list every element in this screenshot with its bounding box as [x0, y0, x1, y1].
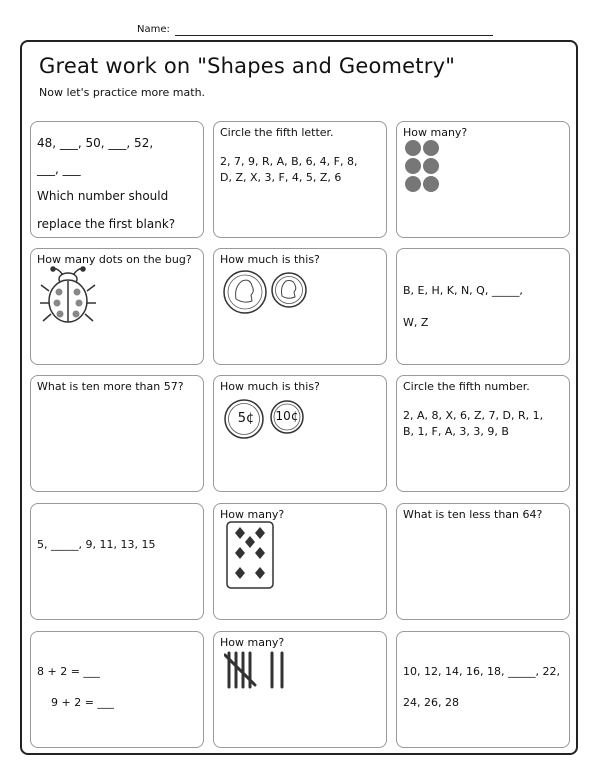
- problem-cell-13: 8 + 2 = ___ 9 + 2 = ___: [30, 631, 204, 748]
- nickel-icon: [272, 273, 306, 307]
- question-text: How many dots on the bug?: [37, 253, 192, 266]
- question-text: How many?: [403, 126, 468, 139]
- problem-cell-1: 48, ___, 50, ___, 52, ___, ___ Which number should replace the first blank?: [30, 121, 204, 238]
- nickel-value-label: 5¢: [237, 411, 255, 426]
- problem-cell-14: [213, 631, 387, 748]
- question-text: Circle the fifth letter.: [220, 126, 334, 139]
- problem-cell-7: [30, 375, 204, 492]
- question-text: How many?: [220, 508, 285, 521]
- problem-cell-9: Circle the fifth number. 2, A, 8, X, 6, Z, 7, D, R, 1, B, 1, F, A, 3, 3, 9, B: [396, 375, 570, 492]
- dots-group-icon: [403, 138, 443, 198]
- problem-cell-11: [213, 503, 387, 620]
- question-text: How much is this?: [220, 380, 320, 393]
- problem-cell-12: [396, 503, 570, 620]
- tally-marks-icon: [224, 650, 294, 690]
- question-text: What is ten less than 64?: [403, 508, 543, 521]
- problem-cell-8: [213, 375, 387, 492]
- question-text: How many?: [220, 636, 285, 649]
- question-text: How much is this?: [220, 253, 320, 266]
- quarter-icon: [224, 271, 266, 313]
- problem-cell-4: [30, 248, 204, 365]
- problem-cell-2: Circle the fifth letter. 2, 7, 9, R, A, B, 6, 4, F, 8, D, Z, X, 3, F, 4, 5, Z, 6: [213, 121, 387, 238]
- question-text: Circle the fifth number.: [403, 380, 530, 393]
- playing-card-icon: [226, 521, 274, 589]
- name-field[interactable]: [175, 35, 493, 36]
- problem-cell-10: 5, _____, 9, 11, 13, 15: [30, 503, 204, 620]
- problem-cell-5: [213, 248, 387, 365]
- problem-cell-15: 10, 12, 14, 16, 18, _____, 22, 24, 26, 28: [396, 631, 570, 748]
- worksheet-subtitle: Now let's practice more math.: [39, 86, 206, 99]
- worksheet-title: Great work on "Shapes and Geometry": [39, 54, 456, 78]
- problem-cell-6: B, E, H, K, N, Q, _____, W, Z: [396, 248, 570, 365]
- ladybug-icon: [39, 265, 99, 327]
- name-label: Name:: [137, 24, 170, 35]
- problem-cell-3: [396, 121, 570, 238]
- dime-value-label: 10¢: [275, 409, 299, 423]
- coins-icon: [222, 269, 312, 315]
- question-text: What is ten more than 57?: [37, 380, 184, 393]
